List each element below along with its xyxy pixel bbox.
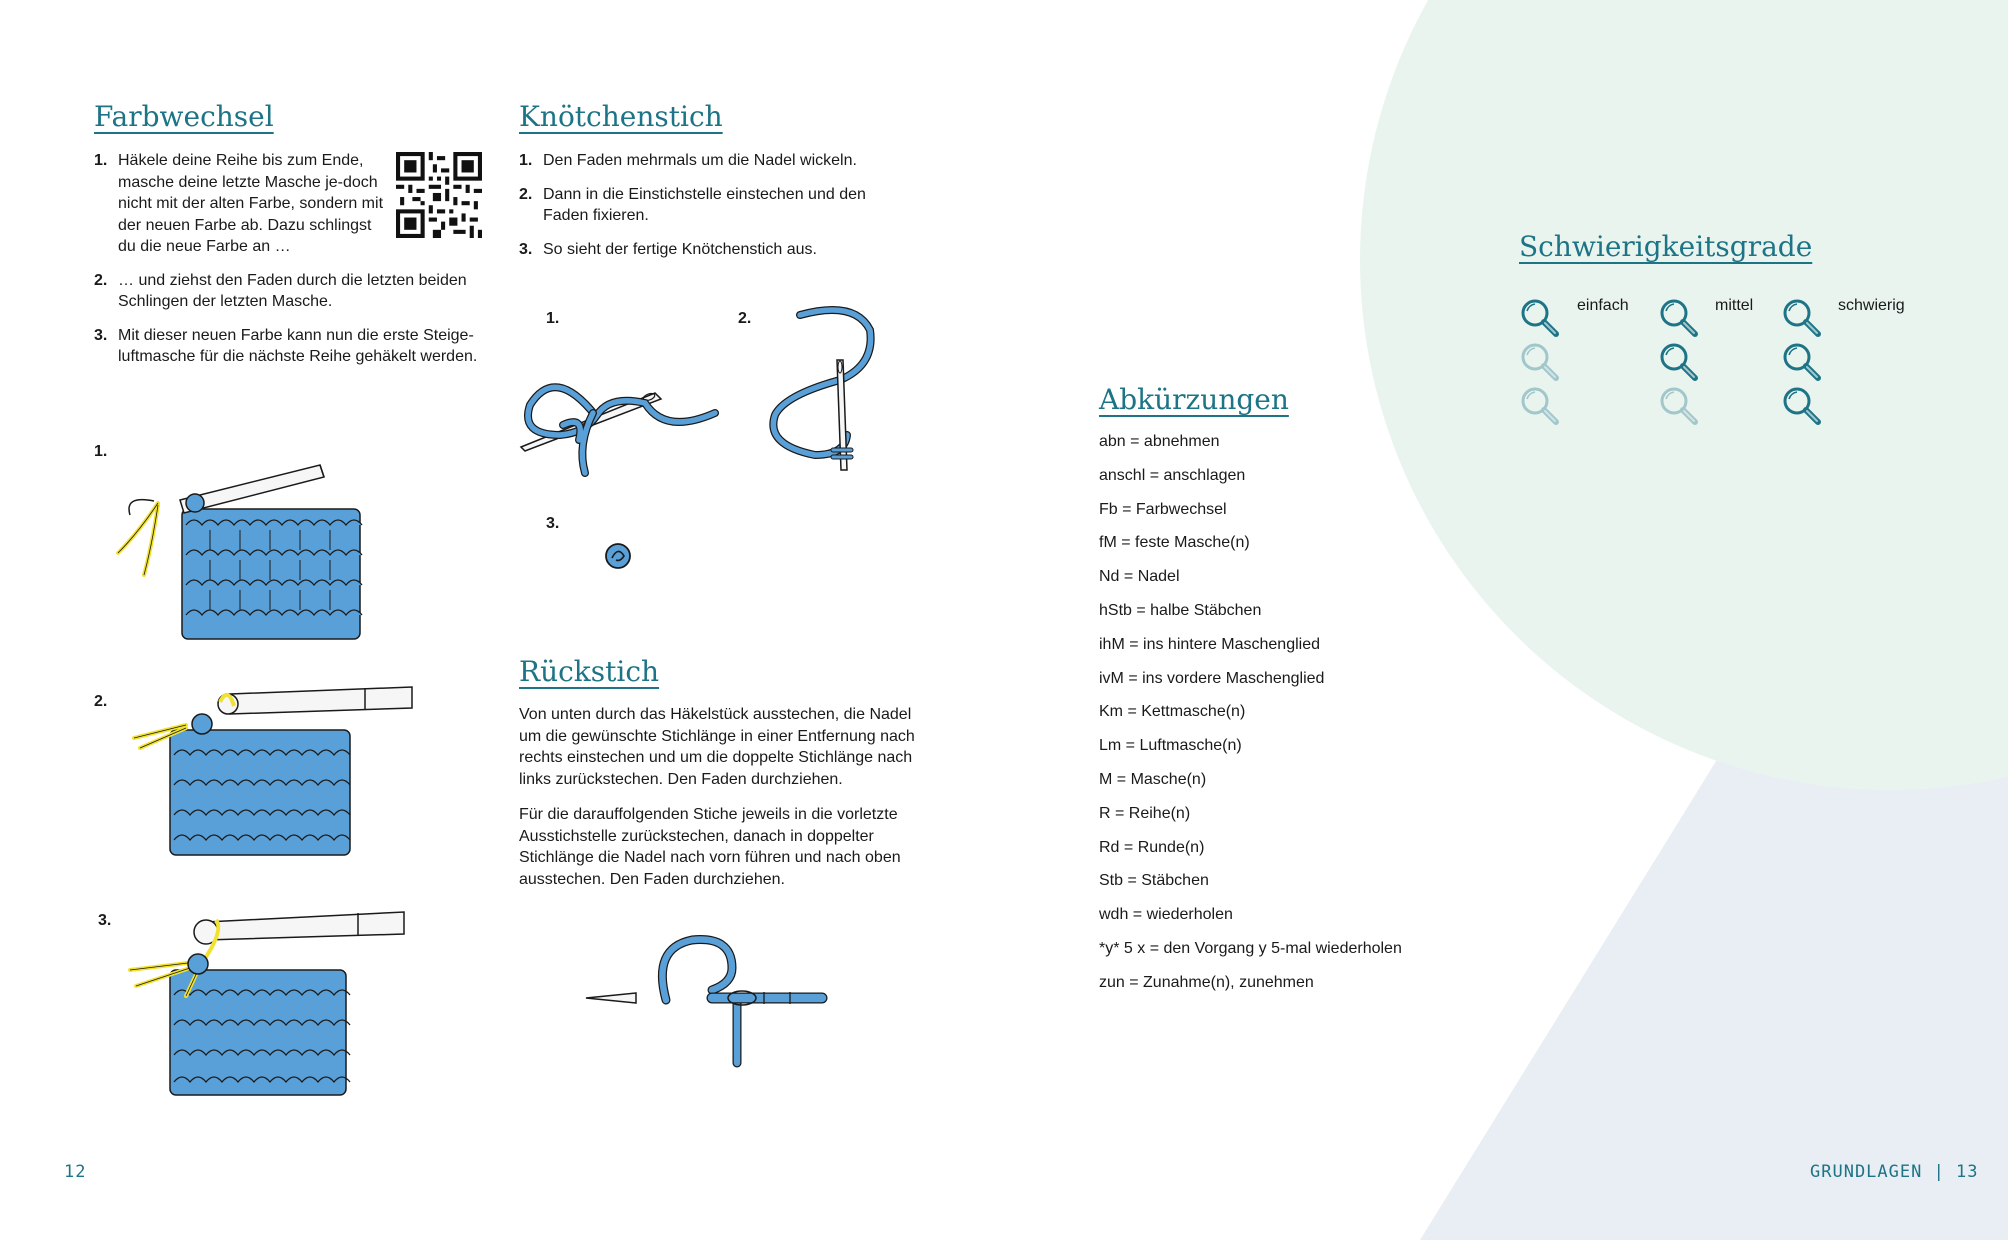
- abbreviation-item: ihM = ins hintere Maschenglied: [1099, 635, 1321, 653]
- step-number: 3.: [94, 326, 108, 344]
- magnifier-icon: [1657, 296, 1701, 340]
- abbreviation-item: zun = Zunahme(n), zunehmen: [1099, 973, 1314, 991]
- difficulty-label-easy: einfach: [1577, 297, 1629, 314]
- knoetchenstich-heading: Knötchenstich: [519, 100, 723, 133]
- page-number-left: 12: [64, 1162, 87, 1182]
- step-text: Dann in die Einstichstelle einstechen und den Faden fixieren.: [543, 185, 866, 224]
- difficulty-heading: Schwierigkeitsgrade: [1519, 230, 1813, 263]
- abbreviation-item: abn = abnehmen: [1099, 433, 1220, 450]
- step-number: 2.: [519, 185, 533, 203]
- step-number: 1.: [519, 152, 533, 169]
- farbwechsel-steps: [94, 150, 478, 380]
- abbreviation-item: Rd = Runde(n): [1099, 838, 1205, 856]
- abbreviation-item: M = Masche(n): [1099, 770, 1207, 788]
- rueckstich-heading: Rückstich: [519, 655, 660, 688]
- magnifier-icon: [1657, 340, 1701, 384]
- abbreviation-item: Lm = Luftmasche(n): [1099, 737, 1242, 755]
- knoetchenstich-steps: [519, 150, 899, 272]
- knoetchenstich-figure-label: 1.: [546, 310, 560, 327]
- abbreviation-item: anschl = anschlagen: [1099, 466, 1246, 484]
- abkuerzungen-heading: Abkürzungen: [1099, 383, 1289, 416]
- knoetchenstich-step: [519, 239, 899, 261]
- farbwechsel-heading: Farbwechsel: [94, 100, 274, 133]
- rueckstich-paragraph: Von unten durch das Häkelstück ausstechen, die Nadel um die gewünschte Stichlänge in einer Entfernung nach rechts einstechen und um die doppelte Stichlänge nach links zurückstechen. Den Faden durchziehen.: [519, 706, 915, 788]
- magnifier-icon: [1780, 340, 1824, 384]
- abbreviation-item: Nd = Nadel: [1099, 568, 1180, 586]
- step-text: … und ziehst den Faden durch die letzten beiden Schlingen der letzten Masche.: [118, 271, 467, 310]
- abbreviation-item: hStb = halbe Stäbchen: [1099, 601, 1262, 619]
- step-number: 1.: [94, 152, 108, 169]
- rueckstich-paragraph: Für die darauffolgenden Stiche jeweils in die vorletzte Ausstichstelle zurückstechen, danach in doppelter Stichlänge die Nadel nach vorn führen und nach oben ausstechen. Den Faden durchziehen.: [519, 806, 901, 888]
- abbreviation-item: wdh = wiederholen: [1099, 906, 1233, 924]
- magnifier-icon: [1518, 340, 1562, 384]
- knoetchenstich-step: [519, 150, 899, 172]
- farbwechsel-step: [94, 150, 388, 258]
- magnifier-icon: [1518, 296, 1562, 340]
- step-text: So sieht der fertige Knötchenstich aus.: [543, 240, 817, 258]
- crochet-color-change-illustration: [130, 680, 420, 860]
- page-number-right: GRUNDLAGEN | 13: [1810, 1162, 1979, 1182]
- farbwechsel-step: [94, 325, 508, 368]
- step-text: Häkele deine Reihe bis zum Ende, masche deine letzte Masche je-doch nicht mit der alten Farbe, sondern mit der neuen Farbe ab. Dazu schlingst du die neue Farbe an …: [118, 152, 384, 255]
- knot-stitch-result-illustration: [600, 538, 636, 574]
- crochet-color-change-illustration: [110, 455, 370, 645]
- difficulty-label-medium: mittel: [1715, 297, 1754, 314]
- difficulty-label-hard: schwierig: [1838, 297, 1905, 314]
- backstitch-illustration: [582, 928, 842, 1068]
- magnifier-icon: [1780, 296, 1824, 340]
- step-number: 2.: [94, 271, 108, 289]
- knot-stitch-wrap-illustration: [515, 355, 725, 480]
- abbreviation-item: Fb = Farbwechsel: [1099, 500, 1227, 518]
- farbwechsel-figure-label: 1.: [94, 443, 108, 460]
- abbreviation-item: Km = Kettmasche(n): [1099, 703, 1246, 721]
- knoetchenstich-figure-label: 3.: [546, 515, 560, 532]
- magnifier-icon: [1780, 384, 1824, 428]
- abbreviation-item: fM = feste Masche(n): [1099, 534, 1250, 552]
- step-number: 3.: [519, 240, 533, 258]
- step-text: Mit dieser neuen Farbe kann nun die erste Steige-luftmasche für die nächste Reihe gehäkelt werden.: [118, 326, 478, 365]
- knoetchenstich-step: [519, 184, 893, 227]
- knoetchenstich-figure-label: 2.: [738, 310, 752, 327]
- knot-stitch-fix-illustration: [755, 305, 895, 475]
- abbreviation-item: Stb = Stäbchen: [1099, 872, 1209, 890]
- abbreviation-item: R = Reihe(n): [1099, 804, 1191, 822]
- magnifier-icon: [1657, 384, 1701, 428]
- magnifier-icon: [1518, 384, 1562, 428]
- qr-code: [396, 152, 482, 238]
- farbwechsel-figure-label: 2.: [94, 693, 108, 710]
- abbreviation-item: *y* 5 x = den Vorgang y 5-mal wiederholen: [1099, 939, 1402, 957]
- farbwechsel-figure-label: 3.: [98, 912, 112, 929]
- farbwechsel-step: [94, 270, 498, 313]
- abbreviation-item: ivM = ins vordere Maschenglied: [1099, 669, 1325, 687]
- step-text: Den Faden mehrmals um die Nadel wickeln.: [543, 152, 857, 169]
- abbreviation-list: [1099, 432, 1519, 1007]
- crochet-color-change-illustration: [126, 900, 416, 1100]
